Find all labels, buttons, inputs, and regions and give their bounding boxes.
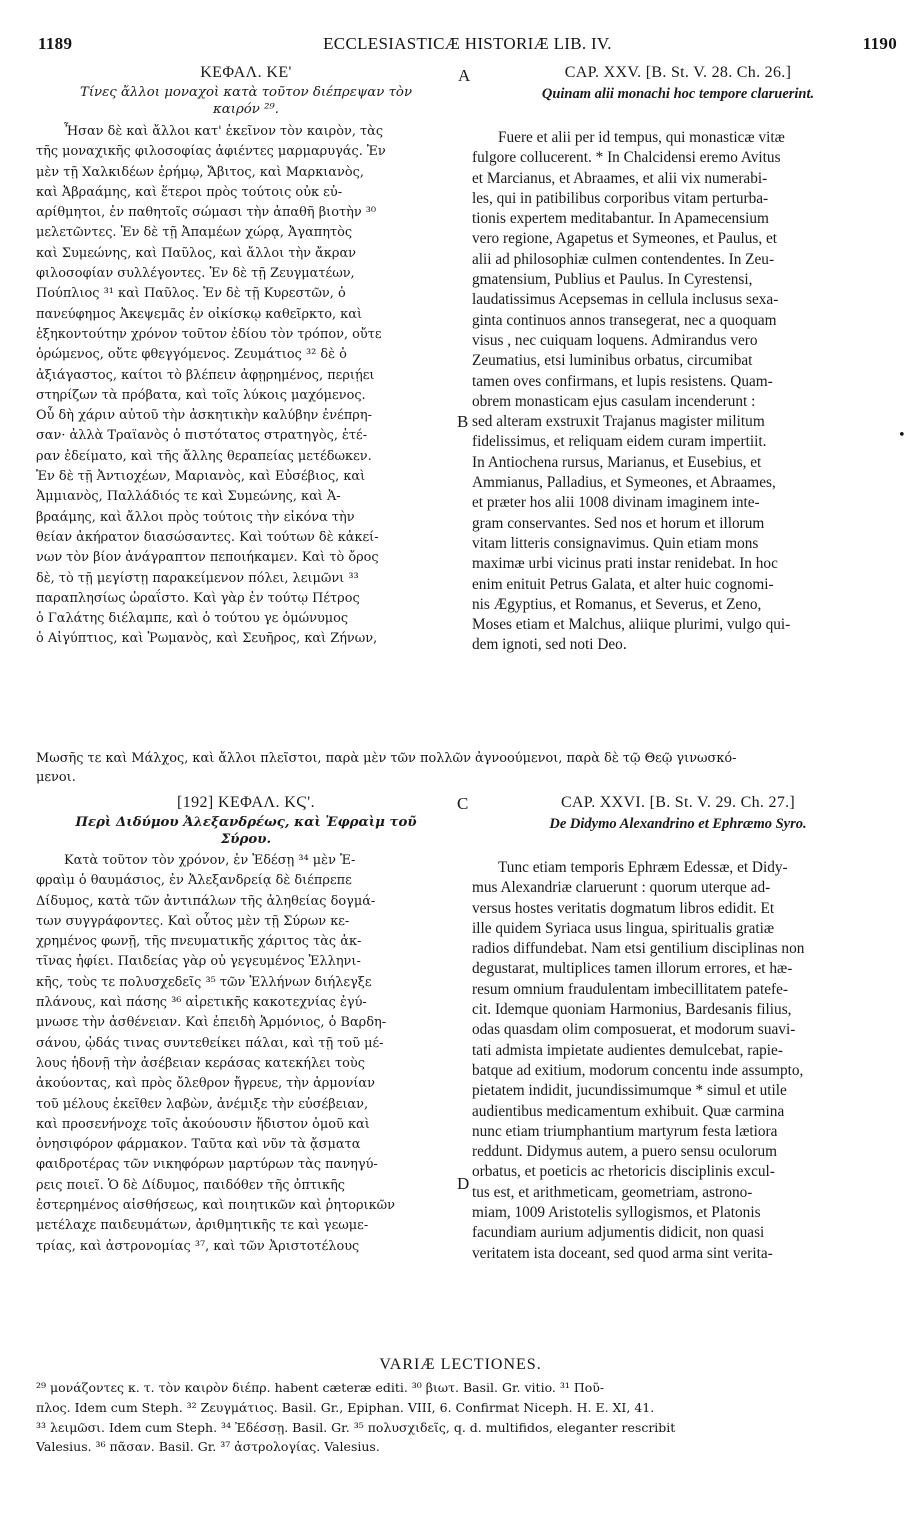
variant-reading-line: ³³ λειμῶσι. Idem cum Steph. ³⁴ Ἐδέσσῃ. Basil. Gr. ³⁵ πολυσχιδεῖς, q. d. multifidos, eleganter rescribit <box>36 1419 676 1435</box>
greek-text-line: δὲ, τὸ τῇ μεγίστῃ παρακείμενον πόλει, λειμῶνι ³³ <box>36 570 359 586</box>
ch25-greek-body <box>36 122 456 650</box>
greek-text-line: καὶ Συμεώνης, καὶ Παῦλος, καὶ ἄλλοι τὴν ἄκραν <box>36 245 356 261</box>
greek-text-line: Οὗ δὴ χάριν αὐτοῦ τὴν ἀσκητικὴν καλύβην ἐνέπρη- <box>36 408 372 424</box>
ch25-greek-subtitle-2: καιρόν ²⁹. <box>213 102 279 117</box>
running-header <box>38 34 897 60</box>
greek-text-line: θείαν ἀκήρατον διασώσαντες. Καὶ τούτων δὲ κἀκεί- <box>36 529 379 545</box>
latin-text-line: Moses etiam et Malchus, aliique plurimi, vulgo qui- <box>472 616 791 634</box>
greek-text-line: τῖνας ἠφίει. Παιδείας γὰρ οὐ γεγευμένος Ἑλληνι- <box>36 954 361 970</box>
greek-text-line: Ἐν δὲ τῇ Ἀντιοχέων, Μαριανὸς, καὶ Εὐσέβιος, καὶ <box>36 469 366 485</box>
latin-text-line: Ammianus, Palladius, et Symeones, et Abraames, <box>472 474 776 492</box>
ch25-greek-full-line-end: μενοι. <box>36 770 76 785</box>
latin-text-line: gmatensium, Publius et Paulus. In Cyrestensi, <box>472 271 753 289</box>
greek-text-line: μνωσε τὴν ἀσθένειαν. Καὶ ἐπειδὴ Ἁρμόνιος, ὁ Βαρδη- <box>36 1015 387 1031</box>
latin-text-line: facundiam aurium adjumentis didicit, non quasi <box>472 1224 765 1242</box>
ch25-latin-body <box>472 128 884 656</box>
latin-text-line: tamen oves confirmans, et lupis resistens. Quam- <box>472 372 773 390</box>
latin-text-line: Zeumatius, etsi luminibus orbatus, circumibat <box>472 352 753 370</box>
latin-text-line: degustarat, multiplices tamen illorum errores, et hæ- <box>472 960 793 978</box>
variae-lectiones-title: VARIÆ LECTIONES. <box>379 1356 542 1373</box>
latin-text-line: ginta continuos annos transegerat, nec a quoquam <box>472 311 777 329</box>
greek-text-line: καὶ Ἀβραάμης, καὶ ἕτεροι πρὸς τούτοις οὐκ εὐ- <box>36 184 343 200</box>
ch26-latin-title: CAP. XXVI. [B. St. V. 29. Ch. 27.] <box>560 794 796 811</box>
ch26-latin-subtitle: De Didymo Alexandrino et Ephræmo Syro. <box>549 816 807 832</box>
greek-text-line: πανεύφημος Ἀκεψεμᾶς ἐν οἰκίσκῳ καθεῖρκτο, καὶ <box>36 306 362 322</box>
latin-text-line: miam, 1009 Aristotelis syllogismos, et Platonis <box>472 1204 761 1222</box>
greek-text-line: των συγγράφοντες. Καὶ οὗτος μὲν τῇ Σύρων κε- <box>36 913 350 929</box>
greek-text-line: πλάνους, καὶ πάσης ³⁶ αἱρετικῆς κακοτεχνίας ἐγύ- <box>36 995 367 1011</box>
latin-text-line: Fuere et alii per id tempus, qui monasticæ vitæ <box>498 129 785 146</box>
greek-text-line: ἐστερημένος αἰσθήσεως, καὶ ποιητικῶν καὶ ῥητορικῶν <box>36 1198 395 1214</box>
greek-text-line: Ἀμμιανὸς, Παλλάδιός τε καὶ Συμεώνης, καὶ Ἀ- <box>36 489 341 505</box>
running-title: ECCLESIASTICÆ HISTORIÆ LIB. IV. <box>323 34 612 53</box>
greek-text-line: φιλοσοφίαν συλλέγοντες. Ἐν δὲ τῇ Ζευγματέων, <box>36 266 355 282</box>
greek-text-line: ὀνησιφόρον φάρμακον. Ταῦτα καὶ νῦν τὰ ᾄσματα <box>36 1137 361 1153</box>
latin-text-line: ille quidem Syriaca usus lingua, spiritualis gratiæ <box>472 919 775 937</box>
ch26-greek-body <box>36 851 456 1257</box>
greek-text-line: ἑξηκοντούτην χρόνον τοῦτον ἐδίου τὸν τρόπον, οὔτε <box>36 326 382 342</box>
greek-text-line: κῆς, τοὺς τε πολυσχεδεῖς ³⁵ τῶν Ἑλλήνων διήλεγξε <box>36 974 372 990</box>
greek-text-line: μὲν τῇ Χαλκιδέων ἐρήμῳ, Ἄβιτος, καὶ Μαρκιανὸς, <box>36 164 364 180</box>
margin-dot: • <box>898 428 906 443</box>
latin-text-line: reddunt. Didymus autem, a puero sensu oculorum <box>472 1143 778 1161</box>
latin-text-line: enim enituit Petrus Galata, et alter huic cognomi- <box>472 575 774 593</box>
latin-text-line: In Antiochena rursus, Marianus, et Eusebius, et <box>472 453 762 471</box>
latin-text-line: pietatem indidit, jucundissimumque * simul et utile <box>472 1082 787 1100</box>
margin-marker-d: D <box>457 1174 470 1193</box>
greek-text-line: τοῦ μέλους ἐκεῖθεν λαβὼν, ἀνέμιξε τὴν εὐσέβειαν, <box>36 1096 369 1112</box>
latin-text-line: tati admista impietate audientes demulcebat, rapie- <box>472 1041 783 1059</box>
page-number-left: 1189 <box>38 34 73 53</box>
greek-text-line: αρίθμητοι, ἐν παθητοῖς σώμασι τὴν ἀπαθῆ βιοτὴν ³⁰ <box>36 205 377 221</box>
ch26-greek-column <box>36 792 456 1257</box>
latin-text-line: gram conservantes. Sed nos et horum et illorum <box>472 514 765 532</box>
greek-text-line: τῆς μοναχικῆς φιλοσοφίας ἀφιέντες μαρμαρυγάς. Ἐν <box>36 144 386 160</box>
ch26-greek-subtitle-1: Περὶ Διδύμου Ἀλεξανδρέως, καὶ Ἐφραὶμ τοῦ <box>75 815 417 830</box>
greek-text-line: Κατὰ τοῦτον τὸν χρόνον, ἐν Ἐδέσῃ ³⁴ μὲν Ἐ- <box>64 853 356 868</box>
ch25-greek-title: ΚΕΦΑΛ. ΚΕ' <box>200 64 292 81</box>
latin-text-line: batque ad exitium, modorum concentu inde assumpto, <box>472 1061 804 1079</box>
latin-text-line: sed alteram exstruxit Trajanus magister militum <box>472 413 765 431</box>
ch25-latin-column <box>472 62 884 656</box>
latin-text-line: odas quasdam olim composuerat, et modorum suavi- <box>472 1021 796 1039</box>
greek-text-line: φαιδροτέρας τῶν νικηφόρων μαρτύρων τὰς πανηγύ- <box>36 1157 378 1173</box>
greek-text-line: ἀκούοντας, καὶ πρὸς ὄλεθρον ἤγρευε, τὴν ἁρμονίαν <box>36 1076 375 1092</box>
variae-lectiones-body <box>36 1378 896 1457</box>
greek-text-line: μελετῶντες. Ἐν δὲ τῇ Ἀπαμέων χώρᾳ, Ἀγαπητὸς <box>36 225 353 241</box>
margin-marker-a: A <box>458 66 471 85</box>
latin-text-line: nunc etiam triumphantium martyrum festa lætiora <box>472 1122 778 1140</box>
latin-text-line: laudatissimus Acepsemas in cellula inclusus sexa- <box>472 291 779 309</box>
margin-marker-c: C <box>457 794 469 813</box>
latin-text-line: alii ad philosophiæ culmen contendentes. In Zeu- <box>472 250 775 268</box>
greek-text-line: χρημένος φωνῇ, τῆς πνευματικῆς χάριτος τὰς ἀκ- <box>36 934 362 950</box>
latin-text-line: tus est, et arithmeticam, geometriam, astrono- <box>472 1183 753 1201</box>
ch26-greek-subtitle-2: Σύρου. <box>220 832 272 847</box>
ch26-greek-title: [192] ΚΕΦΑΛ. ΚϚ'. <box>177 794 315 811</box>
greek-text-line: ὁρώμενος, οὔτε φθεγγόμενος. Ζευμάτιος ³² δὲ ὁ <box>36 347 347 363</box>
greek-text-line: ὁ Γαλάτης διέλαμπε, καὶ ὁ τούτου γε ὁμώνυμος <box>36 611 349 627</box>
latin-text-line: vitam litteris consignavimus. Quin etiam mons <box>472 534 759 552</box>
greek-text-line: παραπλησίως ὡραΐστο. Καὶ γὰρ ἐν τούτῳ Πέτρος <box>36 590 360 606</box>
greek-text-line: Δίδυμος, κατὰ τῶν ἀντιπάλων τῆς ἀληθείας δογμά- <box>36 893 376 909</box>
greek-text-line: μετέλαχε παιδευμάτων, ἀριθμητικῆς τε καὶ γεωμε- <box>36 1218 369 1234</box>
latin-text-line: obrem monasticam ejus casulam incenderunt : <box>472 392 756 410</box>
latin-text-line: visus , nec cuiquam loquens. Admirandus vero <box>472 331 758 349</box>
latin-text-line: vero regione, Agapetus et Symeones, et Paulus, et <box>472 230 778 248</box>
greek-text-line: Ἦσαν δὲ καὶ ἄλλοι κατ' ἐκεῖνον τὸν καιρὸν, τὰς <box>64 124 384 139</box>
greek-text-line: ρεις ποιεῖ. Ὁ δὲ Δίδυμος, παιδόθεν τῆς ὀπτικῆς <box>36 1177 346 1193</box>
greek-text-line: ἀξιάγαστος, καίτοι τὸ βλέπειν ἀφῃρημένος, περιῄει <box>36 367 375 383</box>
ch26-latin-column <box>472 792 884 1264</box>
ch25-latin-subtitle: Quinam alii monachi hoc tempore claruerint. <box>541 86 815 102</box>
latin-text-line: maximæ urbi vicinus prati instar renidebat. In hoc <box>472 555 778 573</box>
margin-marker-b: B <box>457 412 469 431</box>
ch26-latin-body <box>472 858 884 1264</box>
ch25-greek-subtitle-1: Τίνες ἄλλοι μοναχοὶ κατὰ τοῦτον διέπρεψαν τὸν <box>79 85 413 100</box>
ch25-latin-title: CAP. XXV. [B. St. V. 28. Ch. 26.] <box>564 64 792 81</box>
latin-text-line: versus hostes veritatis dogmatum libros edidit. Et <box>472 899 775 917</box>
greek-text-line: Πούπλιος ³¹ καὶ Παῦλος. Ἐν δὲ τῇ Κυρεστῶν, ὁ <box>36 286 346 302</box>
latin-text-line: audientibus medicamentum exhibuit. Quæ carmina <box>472 1102 785 1120</box>
greek-text-line: φραὶμ ὁ θαυμάσιος, ἐν Ἀλεξανδρείᾳ δὲ διέπρεπε <box>36 873 352 889</box>
latin-text-line: dem ignoti, sed noti Deo. <box>472 636 627 654</box>
greek-text-line: νων τὸν βίον ἀνάγραπτον πεποιήκαμεν. Καὶ τὸ ὄρος <box>36 550 379 566</box>
latin-text-line: resum omnium fraudulentam imbecillitatem patefe- <box>472 980 789 998</box>
greek-text-line: ραν ἐδείματο, καὶ τῆς ἄλλης θεραπείας μετέδωκεν. <box>36 448 372 464</box>
latin-text-line: et præter hos alii 1008 divinam imaginem inte- <box>472 494 760 512</box>
greek-text-line: στηρίζων τὰ πρόβατα, καὶ τοῖς λύκοις μαχόμενος. <box>36 387 366 403</box>
latin-text-line: cit. Idemque quoniam Harmonius, Bardesanis filius, <box>472 1001 792 1019</box>
latin-text-line: veritatem ista doceant, sed quod arma sint verita- <box>472 1244 773 1262</box>
latin-text-line: nis Ægyptius, et Romanus, et Severus, et Zeno, <box>472 595 762 613</box>
page-number-right: 1190 <box>862 34 897 53</box>
latin-text-line: radios diffundebat. Nam etsi gentilium disciplinas non <box>472 940 805 958</box>
greek-text-line: βραάμης, καὶ ἄλλοι πρὸς τούτοις τὴν εἰκόνα τὴν <box>36 509 355 525</box>
latin-text-line: mus Alexandriæ claruerunt : quorum uterque ad- <box>472 879 771 897</box>
ch25-greek-column <box>36 62 456 650</box>
greek-text-line: τρίας, καὶ ἀστρονομίας ³⁷, καὶ τῶν Ἀριστοτέλους <box>36 1238 360 1254</box>
greek-text-line: λους ἡδονῇ τὴν ἀσέβειαν κεράσας κατεκήλει τοὺς <box>36 1055 365 1071</box>
latin-text-line: fulgore collucerent. * In Chalcidensi eremo Avitus <box>472 149 781 167</box>
latin-text-line: fidelissimus, et reliquam eidem curam impertiit. <box>472 433 767 451</box>
latin-text-line: orbatus, et poeticis ac rhetoricis disciplinis excul- <box>472 1163 775 1181</box>
ch25-greek-full-line: Μωσῆς τε καὶ Μάλχος, καὶ ἄλλοι πλεῖστοι, παρὰ μὲν τῶν πολλῶν ἀγνοούμενοι, παρὰ δὲ τῷ Θεῷ γινωσκό- <box>36 751 737 766</box>
variant-reading-line: Valesius. ³⁶ πᾶσαν. Basil. Gr. ³⁷ ἀστρολογίας. Valesius. <box>36 1439 380 1455</box>
greek-text-line: σάνου, ᾠδάς τινας συντεθείκει πάλαι, καὶ τῇ τοῦ μέ- <box>36 1035 384 1051</box>
latin-text-line: tionis expertem meditabantur. In Apamecensium <box>472 210 769 228</box>
greek-text-line: ὁ Αἰγύπτιος, καὶ Ῥωμανὸς, καὶ Σευῆρος, καὶ Ζήνων, <box>36 631 378 647</box>
greek-text-line: σαν· ἀλλὰ Τραϊανὸς ὁ πιστότατος στρατηγὸς, ἑτέ- <box>36 428 368 444</box>
latin-text-line: les, qui in patibilibus corporibus vitam perturba- <box>472 189 769 207</box>
latin-text-line: et Marcianus, et Abraames, et alii vix numerabi- <box>472 169 768 187</box>
latin-text-line: Tunc etiam temporis Ephræm Edessæ, et Didy- <box>498 859 788 876</box>
variant-reading-line: πλος. Idem cum Steph. ³² Ζευγμάτιος. Basil. Gr., Epiphan. VIII, 6. Confirmat Niceph. H. E. XI, 41. <box>36 1399 655 1415</box>
variant-reading-line: ²⁹ μονάζοντες κ. τ. τὸν καιρὸν διέπρ. habent cæteræ editi. ³⁰ βιωτ. Basil. Gr. vitio. ³¹ Ποῦ- <box>36 1380 605 1395</box>
greek-text-line: καὶ προσενήνοχε τοῖς ἀκούουσιν ἥδιστον ὁμοῦ καὶ <box>36 1116 370 1132</box>
